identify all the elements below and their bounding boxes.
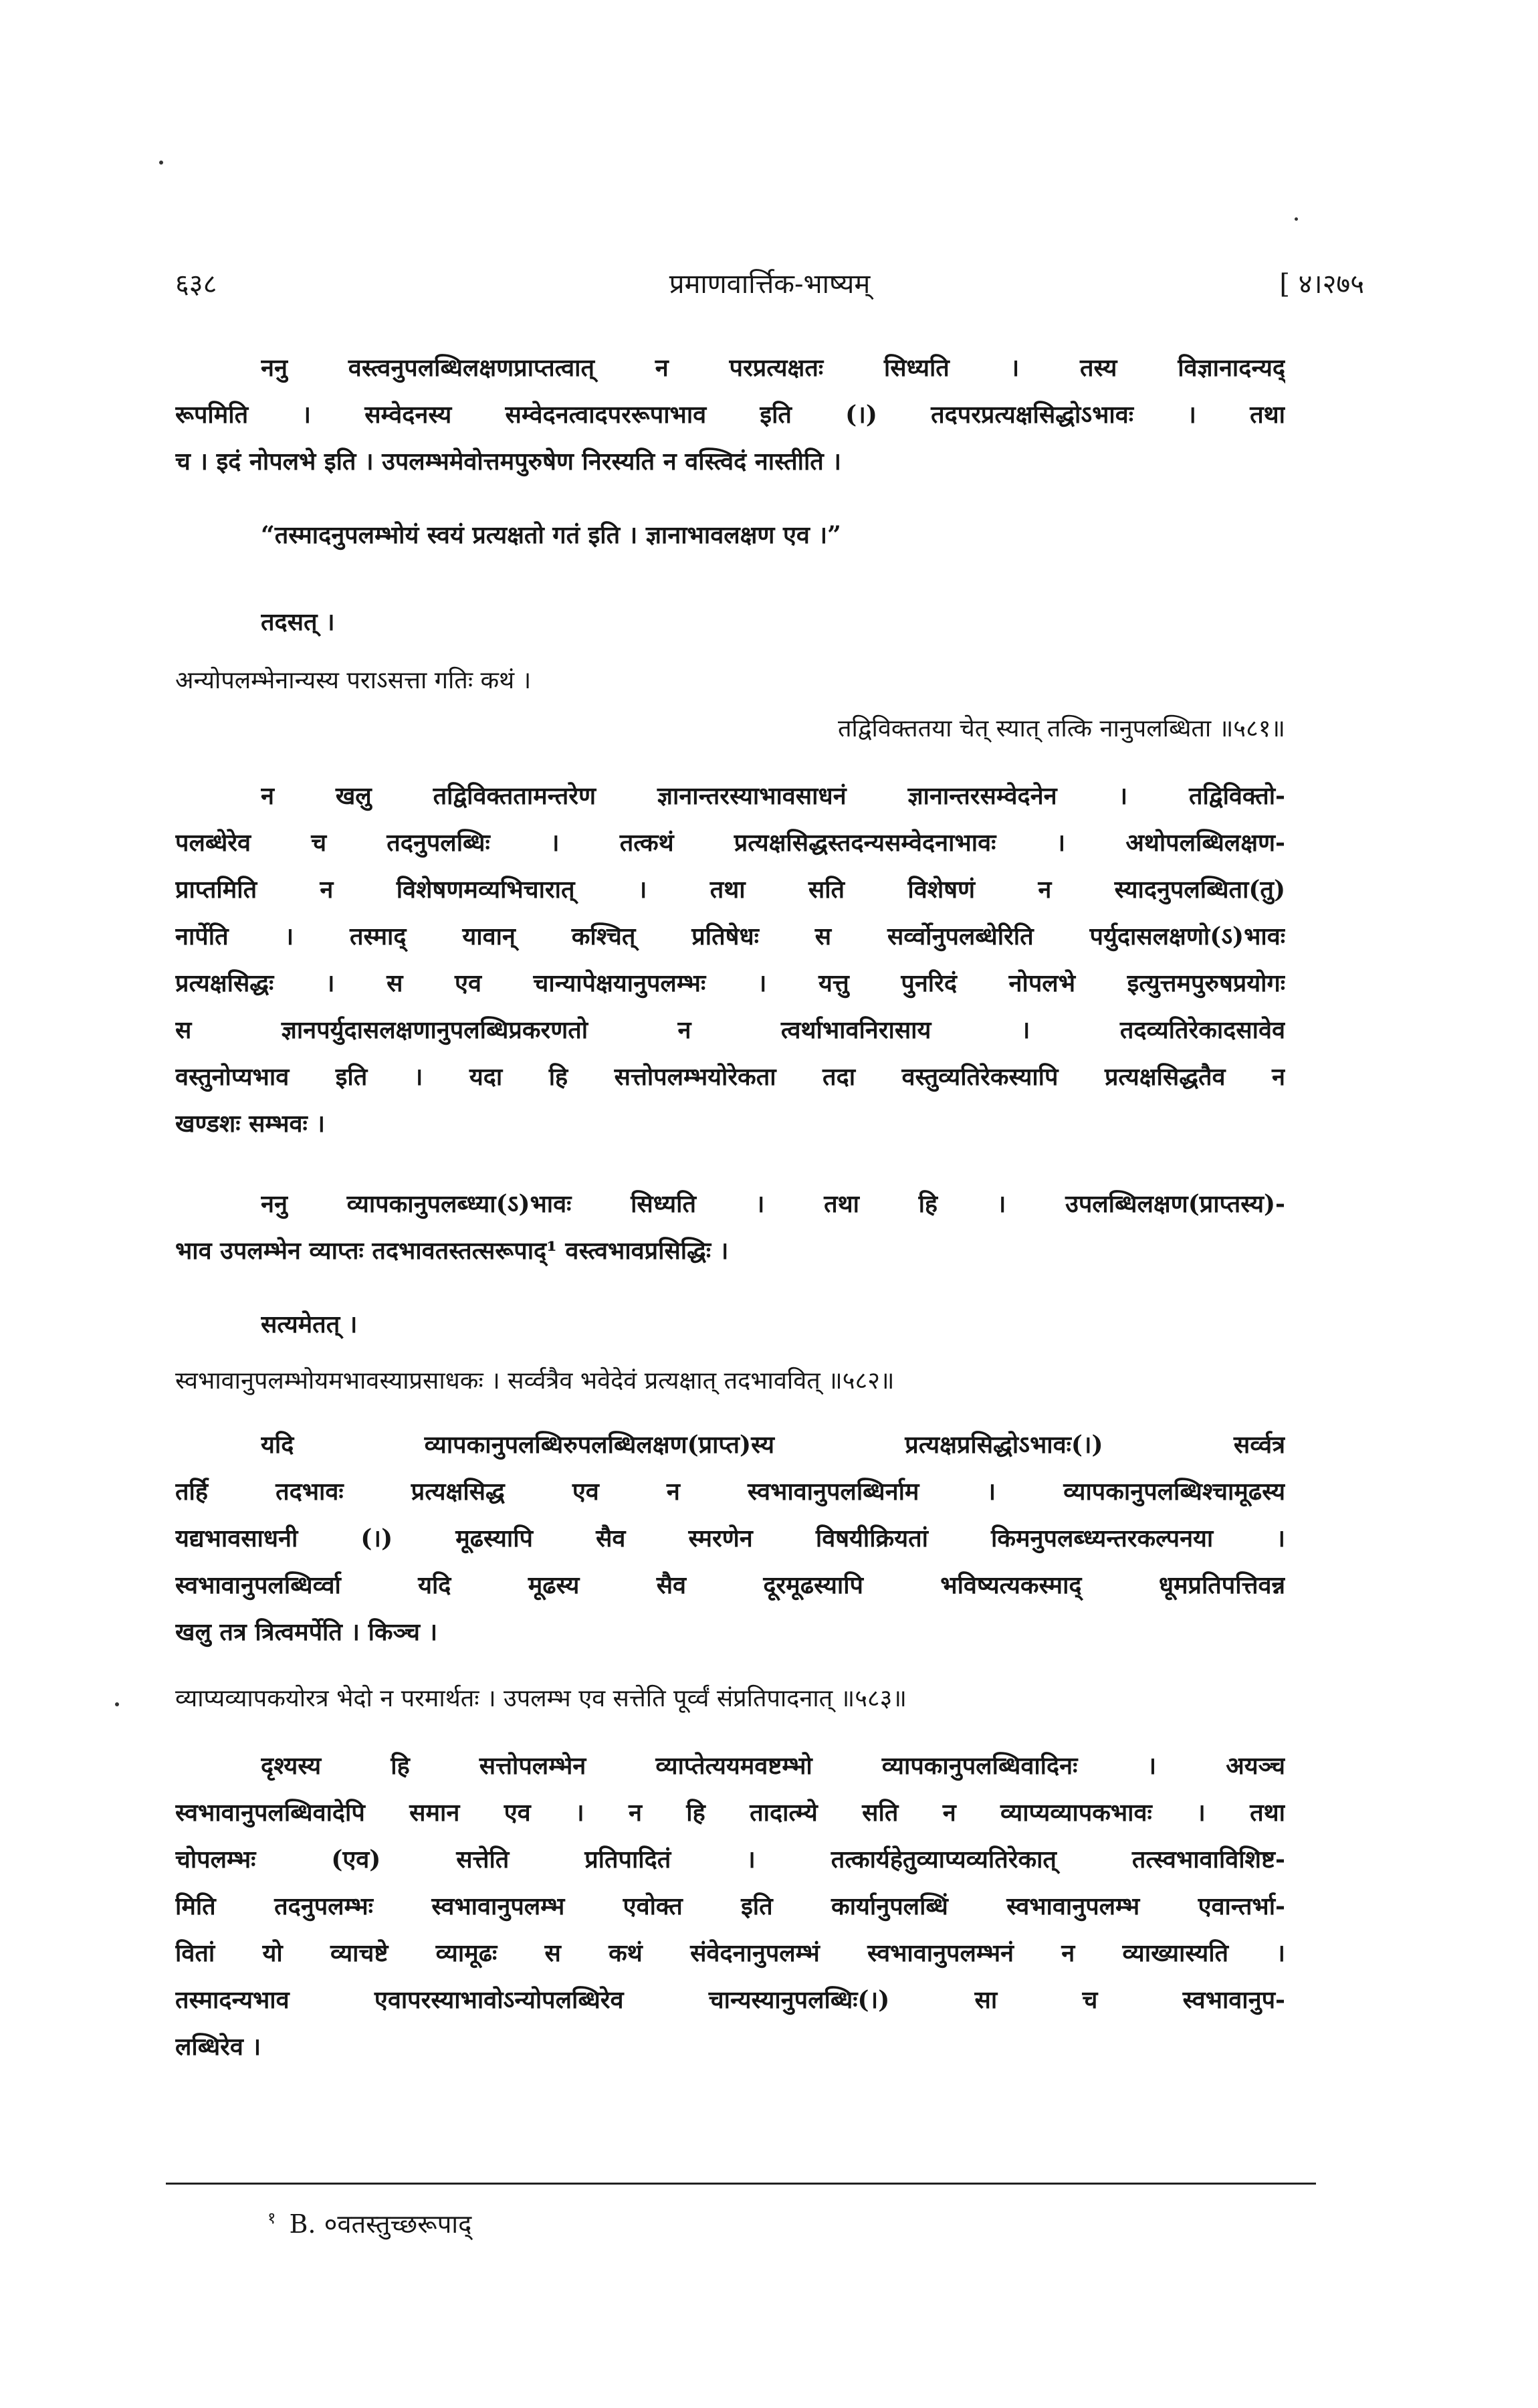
- paragraph2-line: पलब्धेरेव च तदनुपलब्धिः । तत्कथं प्रत्यक्षसिद्धस्तदन्यसम्वेदनाभावः । अथोपलब्धिलक्षण-: [175, 829, 1285, 857]
- paragraph3-line: ननु व्यापकानुपलब्ध्या(ऽ)भावः सिध्यति । तथा हि । उपलब्धिलक्षण(प्राप्तस्य)-: [261, 1190, 1285, 1218]
- paragraph2-line: प्रत्यक्षसिद्धः । स एव चान्यापेक्षयानुपलम्भः । यत्तु पुनरिदं नोपलभे इत्युत्तमपुरुषप्रयोगः: [175, 969, 1285, 997]
- page-number: ६३८: [175, 269, 217, 300]
- paragraph5-line: तस्मादन्यभाव एवापरस्याभावोऽन्योपलब्धिरेव चान्यस्यानुपलब्धिः(।) सा च स्वभावानुप-: [175, 1986, 1285, 2014]
- paragraph2-line: प्राप्तमिति न विशेषणमव्यभिचारात् । तथा सति विशेषणं न स्यादनुपलब्धिता(तु): [175, 876, 1285, 904]
- scan-speck: [159, 161, 163, 165]
- running-title: प्रमाणवार्त्तिक-भाष्यम्: [669, 269, 871, 300]
- paragraph2-line: वस्तुनोप्यभाव इति । यदा हि सत्तोपलम्भयोरेकता तदा वस्तुव्यतिरेकस्यापि प्रत्यक्षसिद्धतैव न: [175, 1063, 1285, 1091]
- paragraph1-line: ननु वस्त्वनुपलब्धिलक्षणप्राप्तत्वात् न परप्रत्यक्षतः सिध्यति । तस्य विज्ञानादन्यद्: [261, 354, 1285, 382]
- scan-speck: [115, 1702, 119, 1706]
- paragraph5-line: स्वभावानुपलब्धिवादेपि समान एव । न हि तादात्म्ये सति न व्याप्यव्यापकभावः । तथा: [175, 1799, 1285, 1827]
- paragraph2-line: नार्पेति । तस्माद् यावान् कश्चित् प्रतिषेधः स सर्व्वोनुपलब्धेरिति पर्युदासलक्षणो(ऽ)भावः: [175, 922, 1285, 950]
- paragraph5-line: लब्धिरेव ।: [175, 2033, 261, 2061]
- karika-581-line1: अन्योपलम्भेनान्यस्य पराऽसत्ता गतिः कथं ।: [175, 667, 532, 694]
- paragraph4-line: खलु तत्र त्रित्वमर्पेति । किञ्च ।: [175, 1618, 438, 1646]
- paragraph2-line: न खलु तद्विविक्ततामन्तरेण ज्ञानान्तरस्याभावसाधनं ज्ञानान्तरसम्वेदनेन । तद्विविक्तो-: [261, 782, 1285, 810]
- footnote-rule: [166, 2183, 1316, 2185]
- footnote-marker: १: [267, 2209, 276, 2228]
- scan-speck: [1295, 217, 1298, 221]
- footnote: [267, 2206, 471, 2241]
- footnote-text: B. ०वतस्तुच्छरूपाद्: [289, 2209, 472, 2239]
- quotation: “तस्मादनुपलम्भोयं स्वयं प्रत्यक्षतो गतं इति । ज्ञानाभावलक्षण एव ।”: [261, 521, 841, 549]
- paragraph5-line: चोपलम्भः (एव) सत्तेति प्रतिपादितं । तत्कार्यहेतुव्याप्यव्यतिरेकात् तत्स्वभावाविशिष्ट-: [175, 1845, 1285, 1874]
- paragraph1-line: रूपमिति । सम्वेदनस्य सम्वेदनत्वादपररूपाभाव इति (।) तदपरप्रत्यक्षसिद्धोऽभावः । तथा: [175, 401, 1285, 429]
- paragraph5-line: दृश्यस्य हि सत्तोपलम्भेन व्याप्तेत्ययमवष्टम्भो व्यापकानुपलब्धिवादिनः । अयञ्च: [261, 1752, 1285, 1780]
- verse-reference: [ ४।२७५: [1279, 269, 1364, 300]
- paragraph5-line: वितां यो व्याचष्टे व्यामूढः स कथं संवेदनानुपलम्भं स्वभावानुपलम्भनं न व्याख्यास्यति ।: [175, 1939, 1285, 1967]
- paragraph2-line: खण्डशः सम्भवः ।: [175, 1110, 326, 1138]
- paragraph2-line: स ज्ञानपर्युदासलक्षणानुपलब्धिप्रकरणतो न त्वर्थाभावनिरासाय । तदव्यतिरेकादसावेव: [175, 1016, 1285, 1044]
- karika-583: व्याप्यव्यापकयोरत्र भेदो न परमार्थतः । उपलम्भ एव सत्तेति पूर्व्वं संप्रतिपादनात् ॥५८३॥: [175, 1685, 907, 1712]
- page-header: [175, 264, 1364, 311]
- paragraph4-line: तर्हि तदभावः प्रत्यक्षसिद्ध एव न स्वभावानुपलब्धिर्नाम । व्यापकानुपलब्धिश्चामूढस्य: [175, 1478, 1285, 1506]
- paragraph5-line: मिति तदनुपलम्भः स्वभावानुपलम्भ एवोक्त इति कार्यानुपलब्धिं स्वभावानुपलम्भ एवान्तर्भा-: [175, 1892, 1285, 1920]
- paragraph4-line: यदि व्यापकानुपलब्धिरुपलब्धिलक्षण(प्राप्त)स्य प्रत्यक्षप्रसिद्धोऽभावः(।) सर्व्वत्र: [261, 1431, 1285, 1459]
- reply-satyametat: सत्यमेतत् ।: [261, 1310, 358, 1338]
- paragraph4-line: यद्यभावसाधनी (।) मूढस्यापि सैव स्मरणेन विषयीक्रियतां किमनुपलब्ध्यन्तरकल्पनया ।: [175, 1524, 1285, 1552]
- paragraph3-line: भाव उपलम्भेन व्याप्तः तदभावतस्तत्सरूपाद्¹ वस्त्वभावप्रसिद्धिः ।: [175, 1237, 729, 1265]
- reply-tadasat: तदसत् ।: [261, 608, 335, 636]
- karika-582: स्वभावानुपलम्भोयमभावस्याप्रसाधकः । सर्व्वत्रैव भवेदेवं प्रत्यक्षात् तदभाववित् ॥५८२॥: [175, 1367, 895, 1395]
- karika-581-line2: तद्विविक्ततया चेत् स्यात् तत्कि नानुपलब्धिता ॥५८१॥: [837, 715, 1285, 742]
- paragraph4-line: स्वभावानुपलब्धिर्व्वा यदि मूढस्य सैव दूरमूढस्यापि भविष्यत्यकस्माद् धूमप्रतिपत्तिवन्न: [175, 1571, 1285, 1599]
- paragraph1-line: च । इदं नोपलभे इति । उपलम्भमेवोत्तमपुरुषेण निरस्यति न वस्त्विदं नास्तीति ।: [175, 447, 841, 476]
